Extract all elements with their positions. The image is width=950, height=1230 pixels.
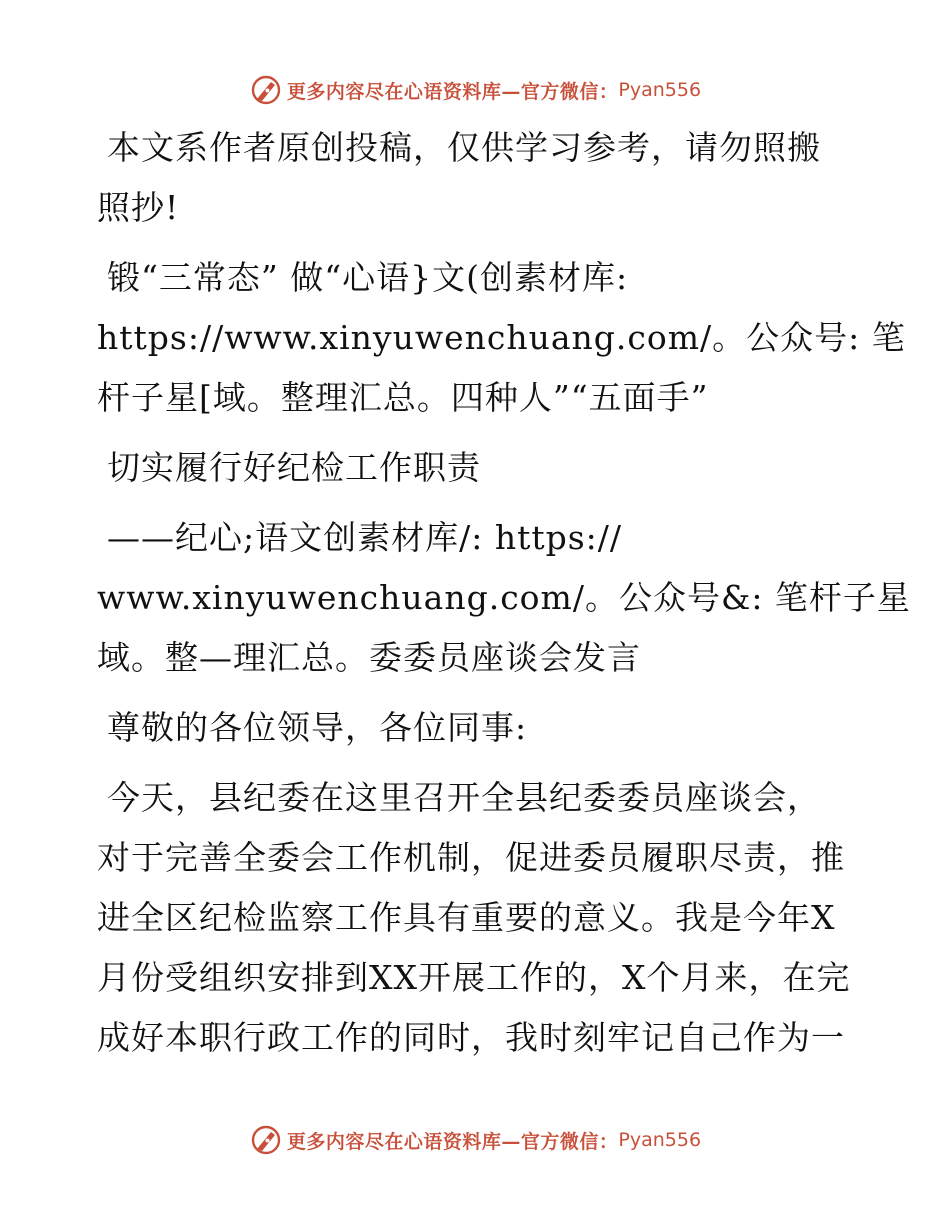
text-line: 进全区纪检监察工作具有重要的意义。我是今年X bbox=[97, 898, 836, 937]
header-banner-wechat-id: Pyan556 bbox=[618, 79, 702, 101]
text-line: ——纪心;语文创素材库/: https:// bbox=[107, 518, 623, 557]
salutation: 尊敬的各位领导，各位同事: bbox=[107, 708, 528, 747]
text-line: 对于完善全委会工作机制，促进委员履职尽责，推 bbox=[97, 838, 845, 877]
text-line: 月份受组织安排到XX开展工作的，X个月来，在完 bbox=[97, 958, 851, 997]
text-line: 照抄! bbox=[97, 188, 180, 227]
text-line: https://www.xinyuwenchuang.com/。公众号: 笔 bbox=[97, 318, 906, 357]
pen-nib-logo-icon bbox=[249, 73, 283, 107]
footer-banner-text: 更多内容尽在心语资料库—官方微信： bbox=[286, 1130, 619, 1153]
section-title: 切实履行好纪检工作职责 bbox=[107, 448, 481, 487]
footer-watermark-banner bbox=[0, 1120, 950, 1160]
document-body bbox=[97, 118, 911, 1068]
text-line: 杆子星[域。整理汇总。四种人”“五面手” bbox=[97, 378, 709, 417]
text-line: 成好本职行政工作的同时，我时刻牢记自己作为一 bbox=[97, 1018, 845, 1057]
text-line: 域。整—理汇总。委委员座谈会发言 bbox=[97, 638, 641, 677]
text-line: 本文系作者原创投稿，仅供学习参考，请勿照搬 bbox=[107, 128, 821, 167]
header-banner-text: 更多内容尽在心语资料库—官方微信： bbox=[286, 80, 619, 103]
text-line: 锻“三常态” 做“心语}文(创素材库: bbox=[107, 258, 629, 297]
text-line: www.xinyuwenchuang.com/。公众号&: 笔杆子星 bbox=[97, 578, 911, 617]
header-watermark-banner bbox=[0, 70, 950, 110]
text-line: 今天，县纪委在这里召开全县纪委委员座谈会， bbox=[107, 778, 821, 817]
pen-nib-logo-icon bbox=[249, 1123, 283, 1157]
footer-banner-wechat-id: Pyan556 bbox=[618, 1129, 702, 1151]
